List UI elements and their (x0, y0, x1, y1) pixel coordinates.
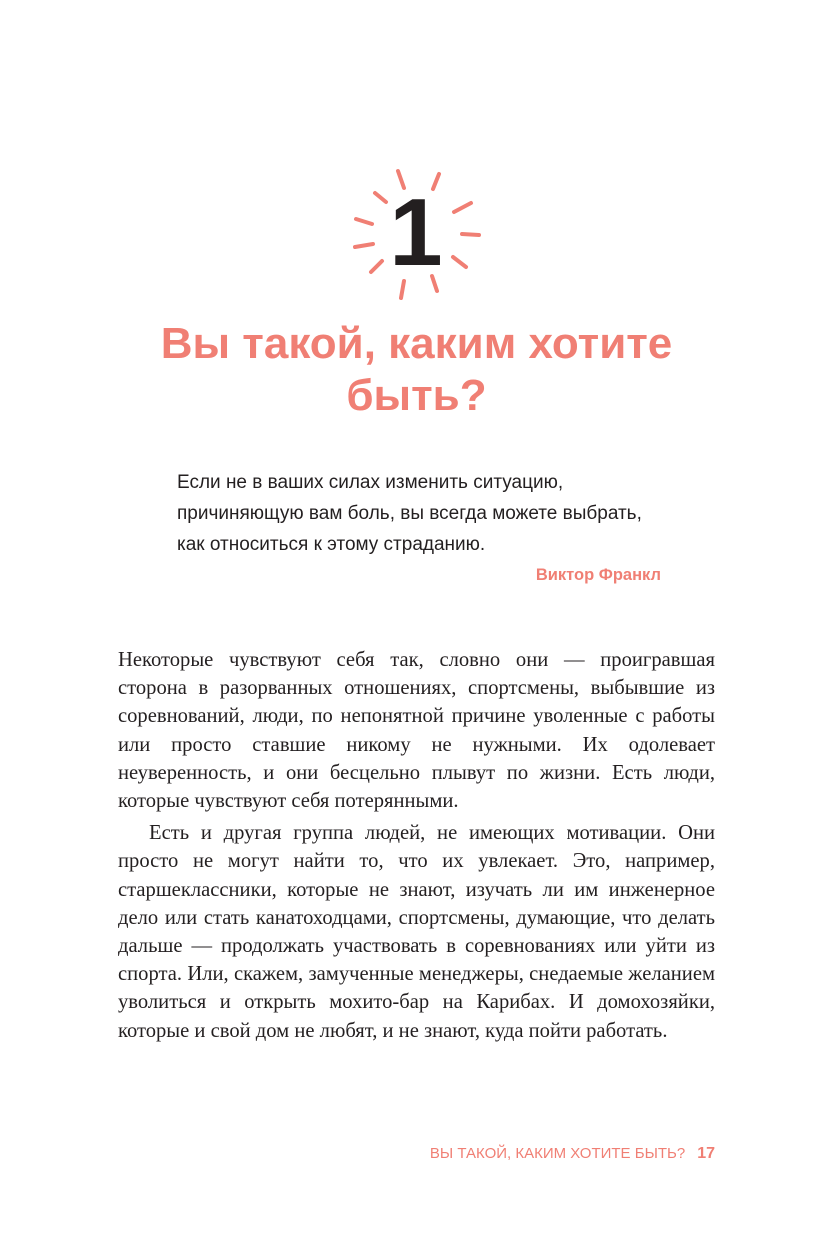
paragraph: Некоторые чувствуют себя так, словно они — проигравшая сторона в разорванных отношениях, спортсмены, выбывшие из соревнований, люди, по непонятной причине уволенные с работы или просто ставшие никому не нужными. Их одолевает неуверенность, и они бесцельно плывут по жизни. Есть люди, которые чувствуют себя потерянными. (118, 649, 715, 813)
paragraph: Есть и другая группа людей, не имеющих мотивации. Они просто не могут найти то, что их увлекает. Это, например, старшеклассники, которые не знают, изучать ли им инженерное дело или стать канатоходцами, спортсмены, думающие, что делать дальше — продолжать участвовать в соревнованиях или уйти из спорта. Или, скажем, замученные менеджеры, снедаемые желанием уволиться и открыть мохито-бар на Карибах. И домохозяйки, которые и свой дом не любят, и не знают, куда пойти работать. (118, 822, 715, 1042)
epigraph (177, 467, 661, 585)
running-footer (430, 1145, 715, 1163)
body-text (118, 646, 715, 1045)
chapter-number: 1 (389, 179, 443, 286)
chapter-title: Вы такой, каким хотите быть? (160, 319, 673, 420)
epigraph-author: Виктор Франкл (535, 566, 661, 584)
chapter-mark (341, 158, 491, 308)
page-number: 17 (697, 1145, 715, 1162)
epigraph-text: Если не в ваших силах изменить ситуацию, причиняющую вам боль, вы всегда можете выбрать, как относиться к этому страданию. (177, 472, 642, 555)
running-title: ВЫ ТАКОЙ, КАКИМ ХОТИТЕ БЫТЬ? (429, 1145, 686, 1162)
